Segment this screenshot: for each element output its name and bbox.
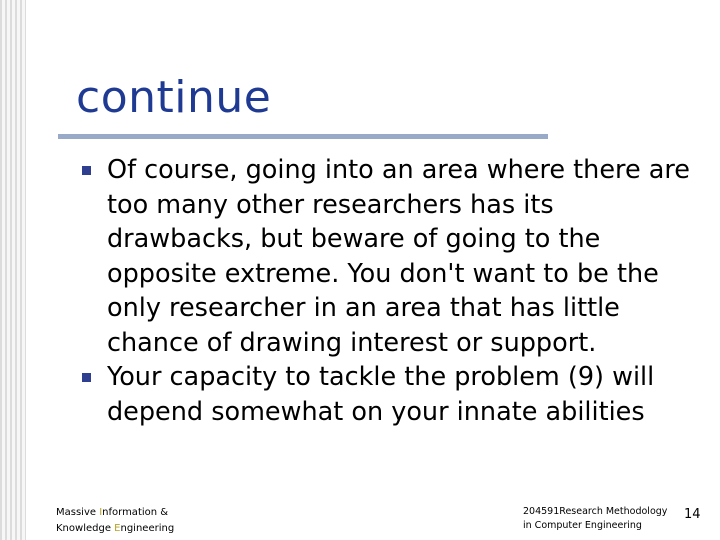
square-bullet-icon bbox=[82, 166, 91, 175]
page-number: 14 bbox=[684, 507, 701, 522]
footer-highlight-letter: I bbox=[99, 507, 103, 518]
footer-text: Knowledge bbox=[56, 523, 115, 534]
footer-course-line-2: in Computer Engineering bbox=[523, 520, 642, 531]
footer-text: Massive bbox=[56, 507, 100, 518]
footer-text: ngineering bbox=[120, 523, 175, 534]
footer-highlight-letter: E bbox=[114, 523, 121, 534]
footer-org-line-1 bbox=[56, 505, 174, 521]
title-underline bbox=[58, 134, 548, 139]
footer-course-line-1: 204591Research Methodology bbox=[523, 506, 668, 517]
footer-org-line-2 bbox=[56, 521, 174, 537]
bullet-item bbox=[82, 153, 702, 360]
slide-title: continue bbox=[76, 72, 272, 123]
bullet-item bbox=[82, 360, 702, 429]
square-bullet-icon bbox=[82, 373, 91, 382]
bullet-list bbox=[82, 153, 702, 429]
footer-organization bbox=[56, 505, 174, 537]
footer-course bbox=[523, 505, 667, 533]
bullet-text: Your capacity to tackle the problem (9) will depend somewhat on your innate abilities bbox=[107, 362, 655, 427]
bullet-text: Of course, going into an area where there are too many other researchers has its drawbacks, but beware of going to the opposite extreme. You don't want to be the only researcher in an area that has little chance of drawing interest or support. bbox=[107, 155, 690, 358]
footer-text: nformation & bbox=[102, 507, 169, 518]
